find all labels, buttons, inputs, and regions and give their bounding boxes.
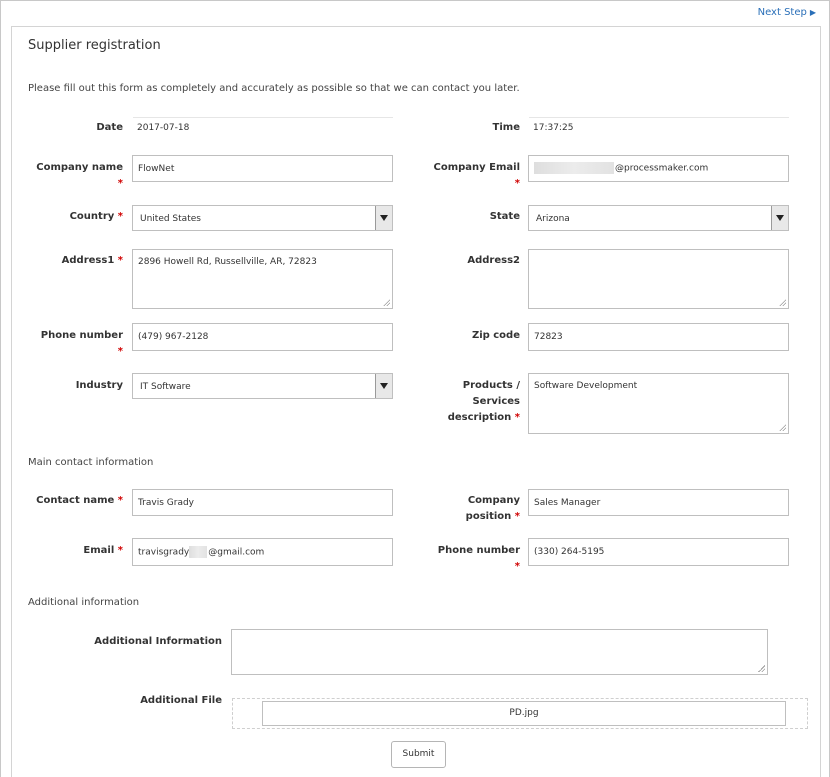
email-input[interactable] [132,538,393,566]
state-label [424,209,520,225]
required-mark: * [117,255,123,266]
required-mark: * [514,561,520,572]
industry-select-value: IT Software [140,382,191,392]
industry-label [28,378,123,394]
address1-value: 2896 Howell Rd, Russellville, AR, 72823 [138,257,317,267]
company-email-label [424,160,520,192]
redacted-text [534,162,614,174]
required-mark: * [117,346,123,357]
phone-input[interactable]: (479) 967-2128 [132,323,393,351]
date-label-text: Date [96,122,123,133]
products-label-line2: Services [472,396,520,407]
contact-phone-label-text: Phone number [437,545,520,556]
address1-label-text: Address1 [61,255,115,266]
zip-input[interactable]: 72823 [528,323,789,351]
country-label [28,209,123,225]
next-step-label: Next Step [757,7,807,18]
required-mark: * [117,211,123,222]
products-value: Software Development [534,381,638,391]
additional-info-textarea[interactable] [231,629,768,675]
file-drop-zone[interactable] [232,698,808,729]
contact-phone-input[interactable]: (330) 264-5195 [528,538,789,566]
required-mark: * [514,511,520,522]
address1-label [28,253,123,269]
contact-name-input[interactable]: Travis Grady [132,489,393,516]
time-label [424,120,520,136]
form-panel [11,26,821,777]
country-select[interactable] [132,205,393,231]
address1-textarea[interactable] [132,249,393,309]
products-label-line3: description [447,412,512,423]
triangle-right-icon: ▶ [809,8,816,17]
company-position-label-line1: Company [467,495,520,506]
state-select[interactable] [528,205,789,231]
company-email-label-text: Company Email [433,162,520,173]
required-mark: * [117,495,123,506]
zip-label-text: Zip code [471,330,520,341]
address2-label [424,253,520,269]
chevron-down-icon[interactable] [771,206,788,230]
required-mark: * [514,412,520,423]
main-contact-heading: Main contact information [28,457,154,468]
contact-name-label [28,493,123,509]
company-name-label-text: Company name [36,162,123,173]
form-title: Supplier registration [28,38,161,53]
time-label-text: Time [492,122,520,133]
date-value: 2017-07-18 [137,123,190,133]
submit-button[interactable]: Submit [391,741,446,768]
required-mark: * [117,545,123,556]
company-email-value: @processmaker.com [615,163,709,174]
company-name-label [28,160,123,192]
additional-file-label [72,693,222,709]
resize-grip-icon[interactable] [383,299,390,306]
company-position-label-line2: position [465,511,512,522]
address2-label-text: Address2 [467,255,520,266]
redacted-text [189,546,207,558]
address2-textarea[interactable] [528,249,789,309]
products-textarea[interactable] [528,373,789,434]
resize-grip-icon[interactable] [779,424,786,431]
products-label [424,378,520,426]
additional-info-label [72,634,222,650]
phone-label-text: Phone number [40,330,123,341]
form-intro: Please fill out this form as completely and accurately as possible so that we can contact you later. [28,83,520,94]
state-select-value: Arizona [536,214,570,224]
required-mark: * [514,178,520,189]
phone-label [28,328,123,360]
time-divider [529,117,789,118]
next-step-link[interactable] [758,7,816,18]
email-value-end: @gmail.com [208,547,265,558]
country-select-value: United States [140,214,201,224]
email-value-start: travisgrady [138,547,190,558]
state-label-text: State [489,211,520,222]
required-mark: * [117,178,123,189]
email-label [28,543,123,559]
resize-grip-icon[interactable] [779,299,786,306]
contact-name-label-text: Contact name [36,495,115,506]
email-label-text: Email [83,545,115,556]
additional-file-label-text: Additional File [140,695,222,706]
contact-phone-label [424,543,520,575]
date-divider [133,117,393,118]
country-label-text: Country [69,211,115,222]
products-label-line1: Products / [462,380,520,391]
chevron-down-icon[interactable] [375,206,392,230]
industry-select[interactable] [132,373,393,399]
company-position-label [424,493,520,525]
time-value: 17:37:25 [533,123,574,133]
additional-info-label-text: Additional Information [94,636,222,647]
chevron-down-icon[interactable] [375,374,392,398]
company-name-input[interactable]: FlowNet [132,155,393,182]
industry-label-text: Industry [75,380,123,391]
company-position-input[interactable]: Sales Manager [528,489,789,516]
additional-heading: Additional information [28,597,140,608]
date-label [28,120,123,136]
additional-file-input[interactable]: PD.jpg [262,701,786,726]
resize-grip-icon[interactable] [758,665,765,672]
zip-label [424,328,520,344]
company-email-input[interactable] [528,155,789,182]
